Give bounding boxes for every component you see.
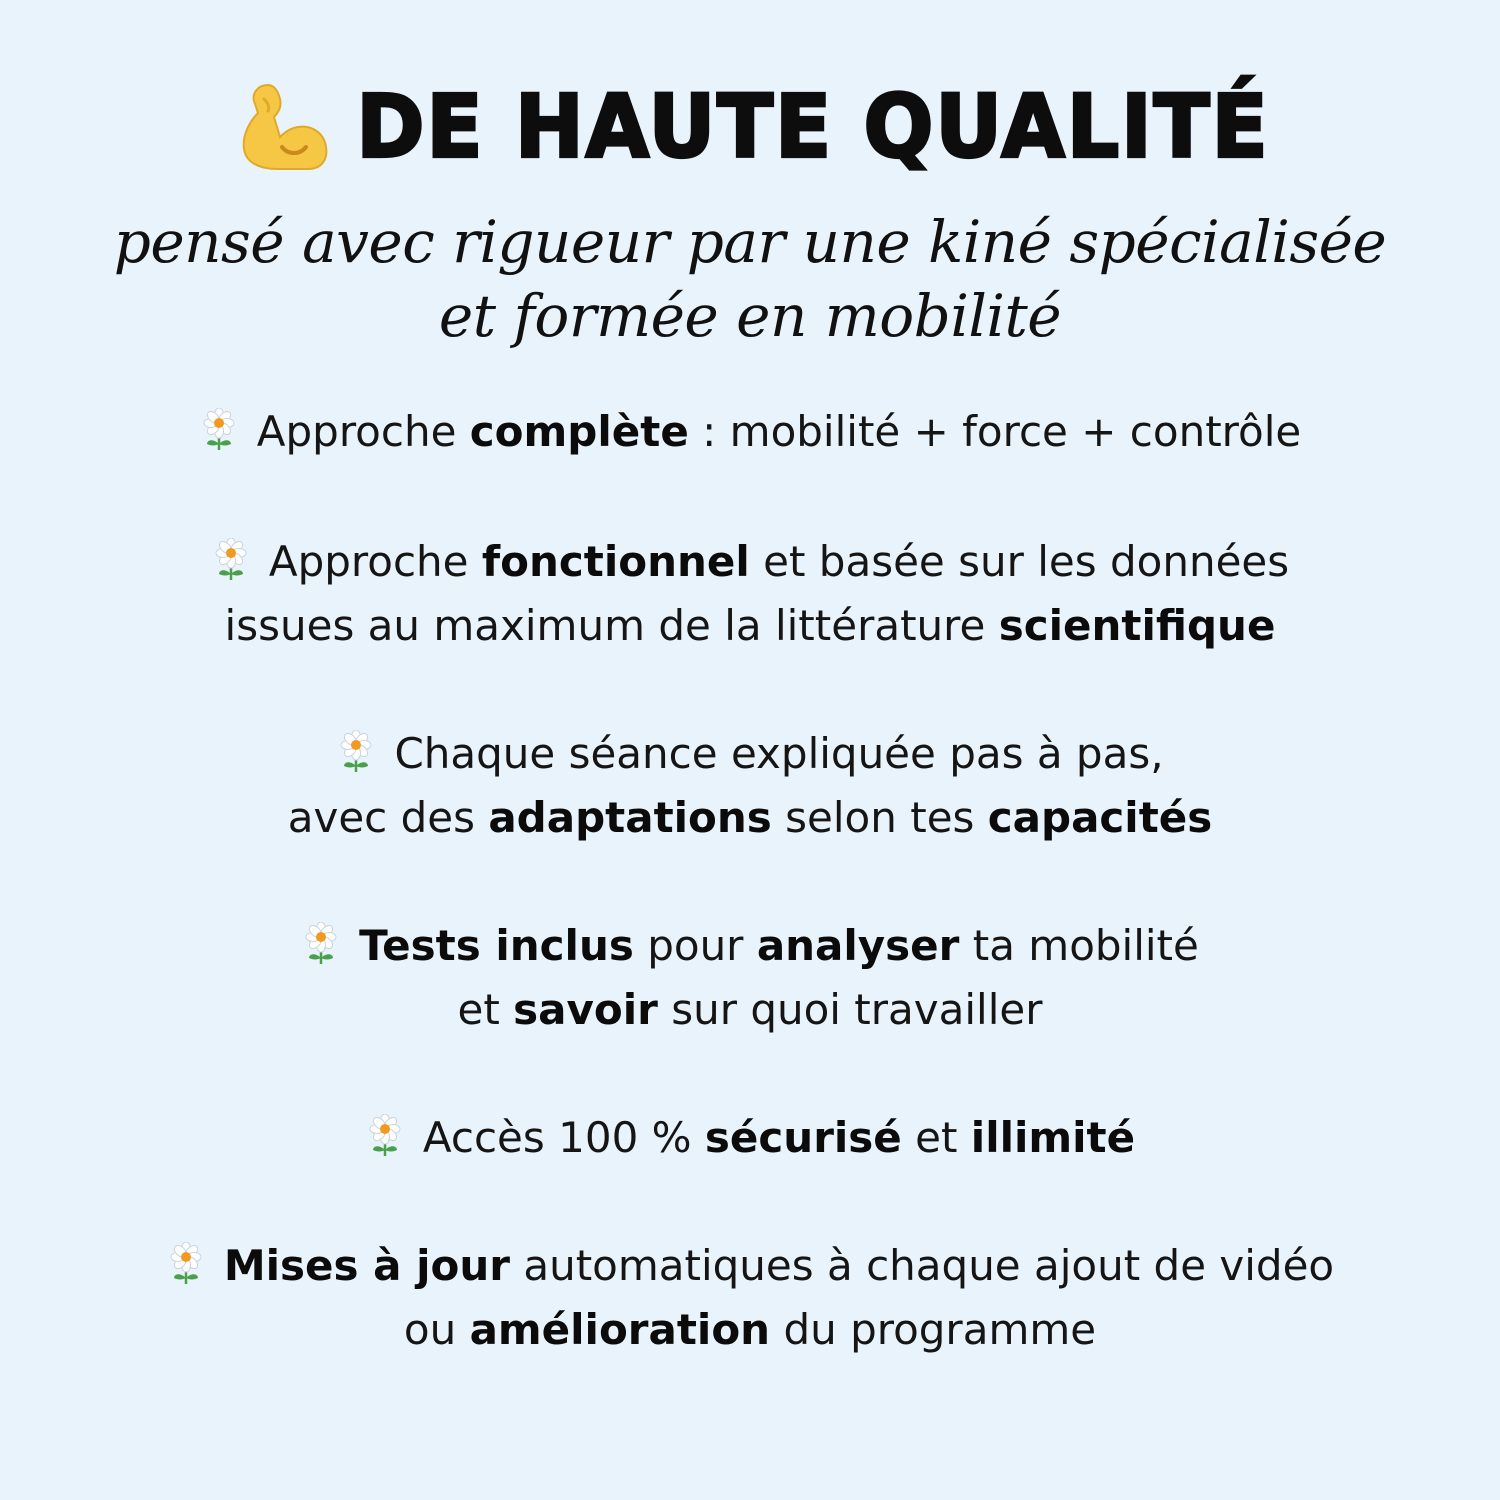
feature-text: Chaque séance expliquée pas à pas, (394, 729, 1164, 778)
feature-text: automatiques à chaque ajout de vidéo (509, 1241, 1335, 1290)
feature-item (0, 914, 1500, 1042)
feature-text: Approche (268, 537, 482, 586)
daisy-flower-icon (301, 922, 341, 966)
feature-text-bold: Tests inclus (359, 921, 634, 970)
daisy-flower-icon (365, 1114, 405, 1158)
feature-text-bold: amélioration (469, 1305, 771, 1354)
feature-text: : mobilité + force + contrôle (688, 407, 1302, 456)
feature-line (0, 1234, 1500, 1298)
feature-text: avec des (287, 793, 489, 842)
feature-line (0, 914, 1500, 978)
feature-text-bold: fonctionnel (481, 537, 750, 586)
feature-text: ou (403, 1305, 470, 1354)
feature-text: du programme (770, 1305, 1097, 1354)
feature-text: sur quoi travailler (657, 985, 1043, 1034)
feature-item (0, 400, 1500, 464)
subtitle-line-2: et formée en mobilité (438, 282, 1062, 350)
title-row (0, 62, 1500, 192)
feature-text: et basée sur les données (749, 537, 1290, 586)
feature-text-bold: illimité (970, 1113, 1136, 1162)
flexed-biceps-icon (230, 77, 330, 177)
feature-text: et (901, 1113, 971, 1162)
feature-text: et (457, 985, 514, 1034)
feature-line (0, 722, 1500, 786)
feature-text-bold: complète (469, 407, 689, 456)
feature-text: issues au maximum de la littérature (224, 601, 999, 650)
feature-text: pour (633, 921, 757, 970)
feature-item (0, 530, 1500, 658)
feature-item (0, 1234, 1500, 1362)
page-title: DE HAUTE QUALITÉ (356, 77, 1270, 177)
feature-text-bold: analyser (756, 921, 960, 970)
feature-text-bold: Mises à jour (223, 1241, 510, 1290)
feature-text-bold: capacités (987, 793, 1213, 842)
feature-text-bold: scientifique (998, 601, 1276, 650)
feature-text: selon tes (771, 793, 988, 842)
feature-item (0, 722, 1500, 850)
feature-text: Approche (256, 407, 470, 456)
feature-text: ta mobilité (959, 921, 1199, 970)
feature-line (0, 786, 1500, 850)
daisy-flower-icon (166, 1242, 206, 1286)
feature-line (0, 1298, 1500, 1362)
feature-line (0, 530, 1500, 594)
feature-line (0, 978, 1500, 1042)
daisy-flower-icon (199, 408, 239, 452)
feature-item (0, 1106, 1500, 1170)
subtitle (0, 205, 1500, 353)
daisy-flower-icon (211, 538, 251, 582)
feature-text-bold: sécurisé (704, 1113, 902, 1162)
feature-text-bold: adaptations (488, 793, 772, 842)
feature-line (0, 400, 1500, 464)
feature-text: Accès 100 % (422, 1113, 705, 1162)
subtitle-line-1: pensé avec rigueur par une kiné spécialisée (113, 208, 1387, 276)
feature-line (0, 1106, 1500, 1170)
feature-line (0, 594, 1500, 658)
feature-text-bold: savoir (513, 985, 658, 1034)
daisy-flower-icon (336, 730, 376, 774)
